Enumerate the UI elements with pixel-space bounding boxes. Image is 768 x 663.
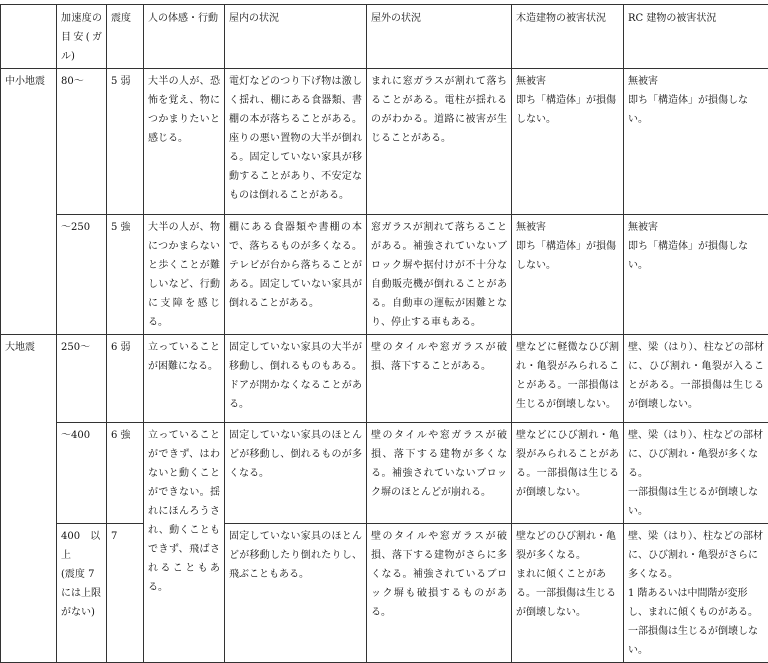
acceleration-cell: 80〜 [57, 69, 107, 215]
rc-damage-cell: 壁、梁（はり）、柱などの部材に、ひび割れ・亀裂がさらに多くなる。 1 階あるいは中間階が変形し、まれに傾くものがある。一部損傷は生じるが倒壊しない。 [624, 524, 768, 663]
indoor-cell: 固定していない家具の大半が移動し、倒れるものもある。ドアが開かなくなることがある。 [225, 335, 367, 423]
acceleration-cell: 〜250 [57, 215, 107, 335]
header-intensity: 震度 [107, 5, 144, 69]
rc-damage-cell: 無被害 即ち「構造体」が損傷しない。 [624, 215, 768, 335]
header-indoor: 屋内の状況 [225, 5, 367, 69]
person-cell: 大半の人が、物につかまらないと歩くことが難しいなど、行動に支障を感じる。 [144, 215, 225, 335]
indoor-cell: 電灯などのつり下げ物は激しく揺れ、棚にある食器類、書棚の本が落ちることがある。座りの悪い置物の大半が倒れる。固定していない家具が移動することがあり、不安定なものは倒れることがある。 [225, 69, 367, 215]
outdoor-cell: 壁のタイルや窓ガラスが破損、落下する建物が多くなる。補強されていないブロック塀のほとんどが崩れる。 [367, 423, 512, 524]
wooden-damage-cell: 無被害 即ち「構造体」が損傷しない。 [512, 69, 624, 215]
header-person: 人の体感・行動 [144, 5, 225, 69]
person-cell: 立っていることが困難になる。 [144, 335, 225, 423]
intensity-cell: 6 強 [107, 423, 144, 524]
indoor-cell: 棚にある食器類や書棚の本で、落ちるものが多くなる。テレビが台から落ちることがある。固定していない家具が倒れることがある。 [225, 215, 367, 335]
acceleration-cell: 〜400 [57, 423, 107, 524]
person-cell: 大半の人が、恐怖を覚え、物につかまりたいと感じる。 [144, 69, 225, 215]
wooden-damage-cell: 無被害 即ち「構造体」が損傷しない。 [512, 215, 624, 335]
intensity-cell: 5 強 [107, 215, 144, 335]
indoor-cell: 固定していない家具のほとんどが移動し、倒れるものが多くなる。 [225, 423, 367, 524]
header-outdoor: 屋外の状況 [367, 5, 512, 69]
header-wooden-building: 木造建物の被害状況 [512, 5, 624, 69]
header-row [1, 5, 768, 69]
header-category [1, 5, 57, 69]
table-row [1, 423, 768, 524]
category-small-earthquake: 中小地震 [1, 69, 57, 335]
header-rc-building: RC 建物の被害状況 [624, 5, 768, 69]
intensity-cell: 6 弱 [107, 335, 144, 423]
wooden-damage-cell: 壁などに軽微なひび割れ・亀裂がみられることがある。一部損傷は生じるが倒壊しない。 [512, 335, 624, 423]
outdoor-cell: 壁のタイルや窓ガラスが破損、落下することがある。 [367, 335, 512, 423]
acceleration-cell: 400 以上 (震度 7には上限がない) [57, 524, 107, 663]
acceleration-cell: 250〜 [57, 335, 107, 423]
outdoor-cell: 窓ガラスが割れて落ちることがある。補強されていないブロック塀や据付けが不十分な自動販売機が倒れることがある。自動車の運転が困難となり、停止する車もある。 [367, 215, 512, 335]
rc-damage-cell: 無被害 即ち「構造体」が損傷しない。 [624, 69, 768, 215]
rc-damage-cell: 壁、梁（はり）、柱などの部材に、ひび割れ・亀裂が多くなる。 一部損傷は生じるが倒壊しない。 [624, 423, 768, 524]
table-row [1, 524, 768, 663]
wooden-damage-cell: 壁などにひび割れ・亀裂がみられることがある。一部損傷は生じるが倒壊しない。 [512, 423, 624, 524]
wooden-damage-cell: 壁などのひび割れ・亀裂が多くなる。 まれに傾くことがある。一部損傷は生じるが倒壊しない。 [512, 524, 624, 663]
outdoor-cell: まれに窓ガラスが割れて落ちることがある。電柱が揺れるのがわかる。道路に被害が生じることがある。 [367, 69, 512, 215]
table-row [1, 69, 768, 215]
rc-damage-cell: 壁、梁（はり）、柱などの部材に、ひび割れ・亀裂が入ることがある。一部損傷は生じるが倒壊しない。 [624, 335, 768, 423]
person-cell: 立っていることができず、はわないと動くことができない。揺れにほんろうされ、動くこともできず、飛ばされることもある。 [144, 423, 225, 663]
outdoor-cell: 壁のタイルや窓ガラスが破損、落下する建物がさらに多くなる。補強されているブロック塀も破損するものがある。 [367, 524, 512, 663]
intensity-cell: 7 [107, 524, 144, 663]
category-large-earthquake: 大地震 [1, 335, 57, 663]
indoor-cell: 固定していない家具のほとんどが移動したり倒れたりし、飛ぶこともある。 [225, 524, 367, 663]
seismic-intensity-table [0, 4, 768, 663]
table-row [1, 335, 768, 423]
table-row [1, 215, 768, 335]
header-acceleration: 加速度の目安(ガル) [57, 5, 107, 69]
intensity-cell: 5 弱 [107, 69, 144, 215]
